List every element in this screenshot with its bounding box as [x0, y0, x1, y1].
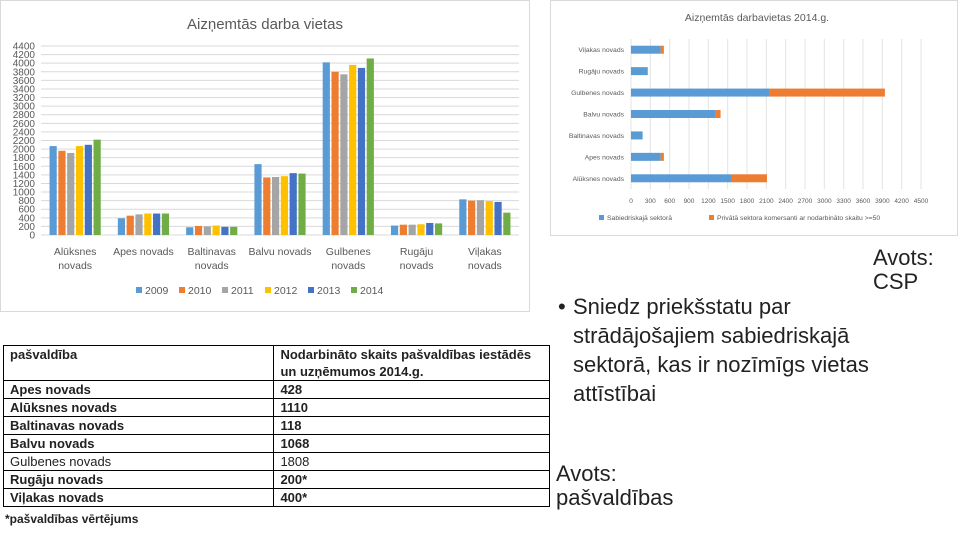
- y-tick-label: Gulbenes novads: [571, 90, 624, 98]
- x-tick-label: Rugāju: [399, 246, 434, 258]
- bar: [417, 224, 424, 235]
- x-tick-label: 3300: [836, 198, 851, 205]
- table-cell-municipality: Baltinavas novads: [4, 417, 274, 435]
- legend-swatch: [179, 287, 185, 293]
- bar: [715, 110, 720, 118]
- table-cell-value: 200*: [274, 471, 550, 489]
- chart-title: Aizņemtās darbavietas 2014.g.: [684, 12, 830, 24]
- legend-label: Privātā sektora komersanti ar nodarbināto skaitu >=50: [717, 215, 881, 222]
- bar: [58, 151, 65, 235]
- bar: [661, 153, 664, 161]
- y-tick-label: 1400: [12, 170, 35, 182]
- y-tick-label: Rugāju novads: [578, 68, 624, 76]
- bar: [76, 146, 83, 235]
- bar: [281, 176, 288, 235]
- bar: [435, 223, 442, 235]
- y-tick-label: Alūksnes novads: [572, 175, 624, 183]
- x-tick-label: 2100: [759, 198, 774, 205]
- bar: [631, 131, 643, 139]
- bar: [340, 74, 347, 235]
- table-row: [4, 435, 550, 453]
- bar: [323, 62, 330, 235]
- bar: [94, 140, 101, 235]
- legend-swatch: [709, 215, 714, 220]
- table-cell-municipality: Apes novads: [4, 381, 274, 399]
- x-tick-label: 900: [683, 198, 695, 205]
- bar: [50, 146, 57, 235]
- x-tick-label: 1800: [739, 198, 755, 205]
- x-tick-label: 1200: [701, 198, 716, 205]
- employment-2014-chart: [550, 0, 958, 236]
- y-tick-label: 2000: [12, 144, 35, 156]
- y-tick-label: 1200: [12, 178, 35, 190]
- legend-swatch: [222, 287, 228, 293]
- y-tick-label: 200: [18, 221, 35, 233]
- x-tick-label: 3600: [855, 198, 871, 205]
- bar: [349, 65, 356, 235]
- table-cell-value: 1068: [274, 435, 550, 453]
- table-row: [4, 453, 550, 471]
- y-tick-label: Viļakas novads: [578, 47, 624, 55]
- x-tick-label: novads: [399, 260, 434, 272]
- table-footnote: *pašvaldības vērtējums: [5, 512, 139, 526]
- legend-label: Sabiedriskajā sektorā: [607, 215, 672, 222]
- bar: [186, 227, 193, 235]
- table-cell-municipality: Viļakas novads: [4, 489, 274, 507]
- bar: [631, 67, 648, 75]
- table-cell-value: 1110: [274, 399, 550, 417]
- y-tick-label: 600: [18, 204, 35, 216]
- y-tick-label: 3400: [12, 84, 35, 96]
- bar: [391, 226, 398, 235]
- y-tick-label: 3000: [12, 101, 35, 113]
- legend-swatch: [265, 287, 271, 293]
- table-cell-value: 118: [274, 417, 550, 435]
- bar: [468, 201, 475, 235]
- legend-swatch: [599, 215, 604, 220]
- y-tick-label: 1800: [12, 153, 35, 165]
- y-tick-label: 400: [18, 213, 35, 225]
- x-tick-label: novads: [194, 260, 229, 272]
- y-tick-label: 4000: [12, 58, 35, 70]
- bar: [221, 227, 228, 235]
- x-tick-label: Baltinavas: [187, 246, 236, 258]
- table-row: [4, 489, 550, 507]
- table-row: [4, 399, 550, 417]
- bar: [409, 225, 416, 235]
- bar: [135, 214, 142, 235]
- employment-chart-svg: [1, 1, 529, 311]
- legend-swatch: [308, 287, 314, 293]
- y-tick-label: 2600: [12, 118, 35, 130]
- x-tick-label: 3000: [817, 198, 832, 205]
- x-tick-label: 4500: [913, 198, 929, 205]
- bar: [263, 177, 270, 235]
- y-tick-label: 0: [29, 230, 35, 242]
- bar: [272, 177, 279, 235]
- bar: [254, 164, 261, 235]
- bar: [631, 46, 661, 54]
- x-tick-label: Gulbenes: [325, 246, 371, 258]
- bar: [331, 72, 338, 235]
- x-tick-label: novads: [467, 260, 502, 272]
- legend-label: 2012: [274, 285, 298, 297]
- bullet-text: Sniedz priekšstatu par strādājošajiem sabiedriskajā sektorā, kas ir nozīmīgs vietas attīstībai: [573, 294, 869, 406]
- table-cell-municipality: Alūksnes novads: [4, 399, 274, 417]
- table-cell-value: 400*: [274, 489, 550, 507]
- bar: [195, 226, 202, 235]
- y-tick-label: 2400: [12, 127, 35, 139]
- chart-title: Aizņemtās darba vietas: [187, 16, 343, 33]
- bar: [230, 227, 237, 235]
- bar: [162, 214, 169, 235]
- y-tick-label: Baltinavas novads: [568, 132, 624, 140]
- table-header-row: [4, 346, 550, 381]
- x-tick-label: Balvu novads: [248, 246, 312, 258]
- x-tick-label: 3900: [875, 198, 890, 205]
- x-tick-label: 1500: [720, 198, 735, 205]
- bar: [118, 218, 125, 235]
- bar: [503, 213, 510, 235]
- employment-2014-chart-svg: [551, 1, 957, 235]
- bar: [486, 201, 493, 235]
- bar: [367, 58, 374, 235]
- bar: [153, 214, 160, 235]
- bar: [426, 223, 433, 235]
- x-tick-label: 2700: [797, 198, 813, 205]
- x-tick-label: 2400: [778, 198, 793, 205]
- bullet-icon: •: [558, 294, 566, 319]
- y-tick-label: 2800: [12, 110, 35, 122]
- legend-swatch: [351, 287, 357, 293]
- y-tick-label: 1000: [12, 187, 35, 199]
- bar: [631, 89, 770, 97]
- y-tick-label: 3600: [12, 75, 35, 87]
- legend-label: 2014: [360, 285, 384, 297]
- table-cell-municipality: Rugāju novads: [4, 471, 274, 489]
- bar: [477, 200, 484, 235]
- y-tick-label: Apes novads: [584, 154, 624, 162]
- source-municipalities: Avots: pašvaldības: [556, 461, 674, 510]
- employment-chart: [0, 0, 530, 312]
- y-tick-label: 4400: [12, 41, 35, 53]
- y-tick-label: Balvu novads: [583, 111, 624, 119]
- x-tick-label: 600: [664, 198, 676, 205]
- y-tick-label: 3800: [12, 67, 35, 79]
- x-tick-label: 300: [644, 198, 656, 205]
- table-row: [4, 417, 550, 435]
- table-header-municipality: pašvaldība: [4, 346, 274, 381]
- bar: [204, 226, 211, 235]
- bar: [213, 226, 220, 235]
- y-tick-label: 2200: [12, 136, 35, 147]
- table-cell-value: 1808: [274, 453, 550, 471]
- bullet-point: [558, 292, 898, 408]
- bar: [631, 110, 715, 118]
- x-tick-label: Alūksnes: [53, 246, 97, 258]
- x-tick-label: novads: [331, 260, 366, 272]
- bar: [298, 174, 305, 235]
- y-tick-label: 800: [18, 196, 35, 208]
- bar: [127, 216, 134, 235]
- bar: [67, 153, 74, 235]
- bar: [661, 46, 664, 54]
- bar: [144, 214, 151, 235]
- legend-swatch: [136, 287, 142, 293]
- x-tick-label: Viļakas: [468, 246, 502, 258]
- table-cell-municipality: Gulbenes novads: [4, 453, 274, 471]
- x-tick-label: 4200: [894, 198, 909, 205]
- bar: [400, 225, 407, 235]
- table-row: [4, 381, 550, 399]
- employment-table-wrap: [3, 345, 550, 507]
- bar: [631, 153, 661, 161]
- bar: [459, 199, 466, 235]
- legend-label: 2010: [188, 285, 212, 297]
- y-tick-label: 1600: [12, 161, 35, 173]
- table-header-employees: Nodarbināto skaits pašvaldības iestādēs un uzņēmumos 2014.g.: [274, 346, 550, 381]
- bar: [85, 145, 92, 235]
- x-tick-label: 0: [629, 198, 633, 205]
- bar: [732, 174, 767, 182]
- source-csp: Avots: CSP: [873, 245, 934, 294]
- x-tick-label: novads: [58, 260, 93, 272]
- y-tick-label: 4200: [12, 50, 35, 62]
- legend-label: 2013: [317, 285, 341, 297]
- legend-label: 2011: [231, 285, 254, 297]
- bar: [358, 68, 365, 235]
- employment-table: [3, 345, 550, 507]
- table-row: [4, 471, 550, 489]
- bar: [290, 173, 297, 235]
- y-tick-label: 3200: [12, 93, 35, 105]
- table-cell-value: 428: [274, 381, 550, 399]
- bar: [494, 202, 501, 235]
- x-tick-label: Apes novads: [113, 246, 174, 258]
- legend-label: 2009: [145, 285, 169, 297]
- bar: [770, 89, 885, 97]
- bar: [631, 174, 732, 182]
- table-cell-municipality: Balvu novads: [4, 435, 274, 453]
